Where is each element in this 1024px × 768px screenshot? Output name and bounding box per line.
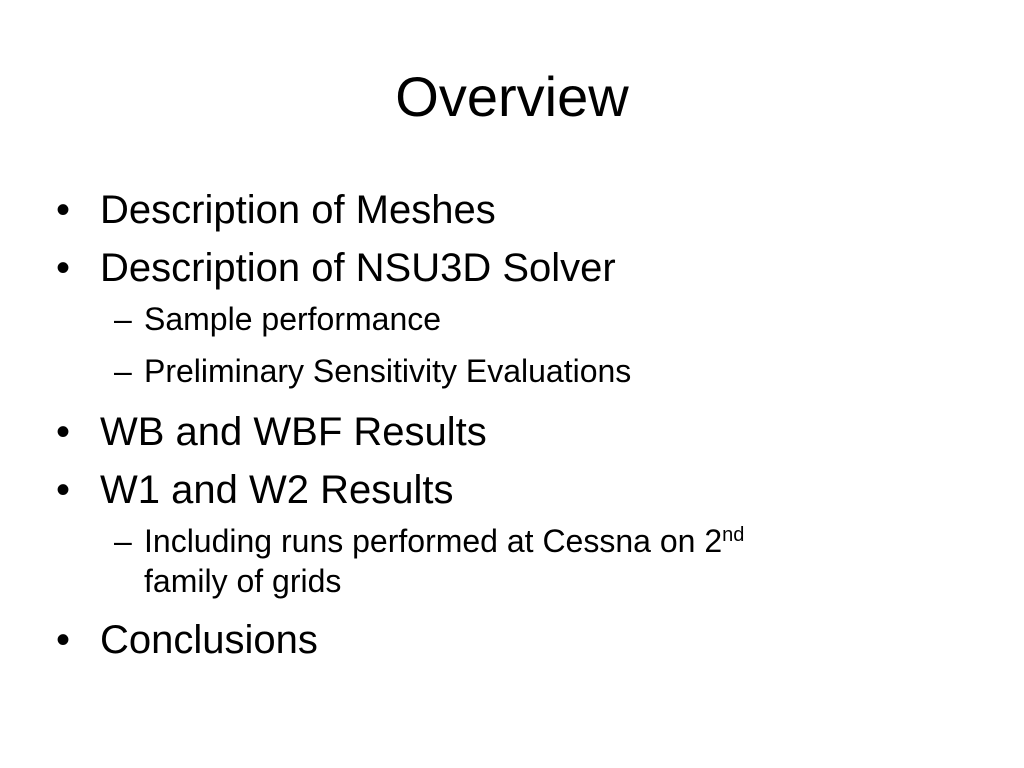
bullet-dot-icon: • [56, 410, 71, 454]
sub-bullet-item-preliminary-sensitivity-evaluations [56, 351, 956, 391]
superscript-text: nd [722, 524, 745, 546]
sub-bullet-text-part1: Including runs performed at Cessna on 2 [144, 523, 723, 559]
bullet-text: WB and WBF Results [100, 410, 487, 454]
bullet-item-conclusions [56, 613, 956, 667]
bullet-dot-icon: • [56, 188, 71, 232]
bullet-text: Description of Meshes [100, 188, 496, 232]
sub-bullet-item-including-runs [56, 521, 956, 601]
bullet-item-wb-and-wbf-results [56, 405, 956, 459]
bullet-list [56, 183, 956, 671]
bullet-text: W1 and W2 Results [100, 468, 454, 512]
sub-bullet-text: Preliminary Sensitivity Evaluations [144, 353, 632, 389]
bullet-dot-icon: • [56, 468, 71, 512]
sub-bullet-item-sample-performance [56, 299, 956, 339]
bullet-text: Description of NSU3D Solver [100, 246, 616, 290]
bullet-item-description-of-nsu3d-solver [56, 241, 956, 295]
slide-title: Overview [395, 65, 629, 128]
bullet-dot-icon: • [56, 246, 71, 290]
dash-icon: – [114, 523, 132, 559]
dash-icon: – [114, 301, 132, 337]
sub-bullet-text-part2: family of grids [144, 563, 342, 599]
bullet-item-description-of-meshes [56, 183, 956, 237]
bullet-item-w1-and-w2-results [56, 463, 956, 517]
bullet-text: Conclusions [100, 618, 318, 662]
sub-bullet-text: Sample performance [144, 301, 442, 337]
bullet-dot-icon: • [56, 618, 71, 662]
dash-icon: – [114, 353, 132, 389]
